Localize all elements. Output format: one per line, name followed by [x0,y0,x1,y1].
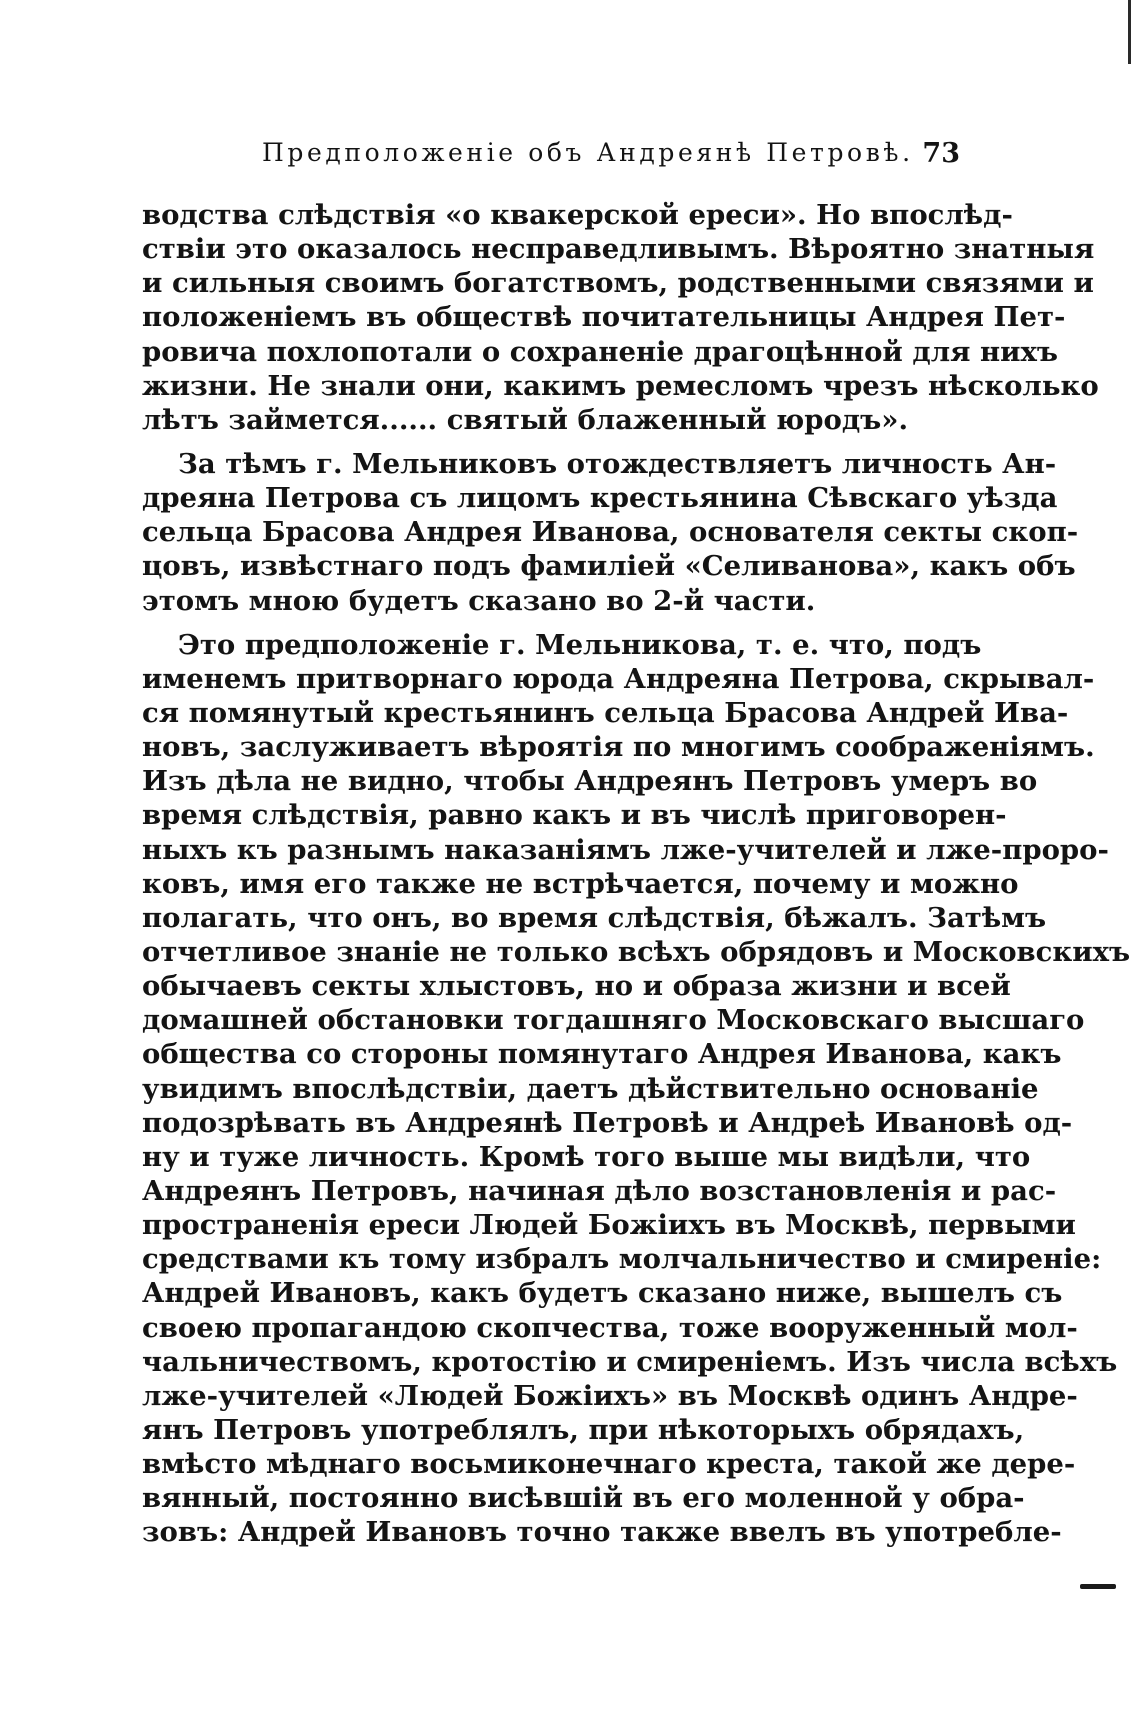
text-line: сельца Брасова Андрея Иванова, основателя секты скоп- [142,516,1079,549]
page-number: 73 [922,138,960,169]
text-line: этомъ мною будетъ сказано во 2-й части. [142,584,816,617]
text-line: Это предположеніе г. Мельникова, т. е. что, подъ [178,628,982,661]
text-line: цовъ, извѣстнаго подъ фамиліей «Селиванова», какъ объ [142,550,1076,583]
text-line: янъ Петровъ употреблялъ, при нѣкоторыхъ обрядахъ, [142,1413,1025,1446]
running-head [262,138,960,174]
paragraph-2 [142,447,1079,618]
text-line: отчетливое знаніе не только всѣхъ обрядовъ и Московскихъ [142,935,1131,968]
text-line: положеніемъ въ обществѣ почитательницы Андрея Пет- [142,301,1066,334]
text-line: Андрей Ивановъ, какъ будетъ сказано ниже, вышелъ съ [142,1277,1063,1310]
text-line: своею пропагандою скопчества, тоже вооруженный мол- [142,1311,1078,1344]
text-line: домашней обстановки тогдашняго Московскаго высшаго [142,1004,1085,1037]
text-line: жизни. Не знали они, какимъ ремесломъ чрезъ нѣсколько [142,369,1099,402]
text-line: ствіи это оказалось несправедливымъ. Вѣроятно знатныя [142,233,1095,266]
text-line: ся помянутый крестьянинъ сельца Брасова Андрей Ива- [142,696,1069,729]
text-line: чальничествомъ, кротостію и смиреніемъ. Изъ числа всѣхъ [142,1345,1118,1378]
text-line: и сильныя своимъ богатствомъ, родственными связями и [142,267,1094,300]
scan-page-edge [1128,0,1131,64]
text-line: именемъ притворнаго юрода Андреяна Петрова, скрывал- [142,662,1095,695]
text-line: лже-учителей «Людей Божіихъ» въ Москвѣ одинъ Андре- [142,1379,1078,1412]
text-line: Андреянъ Петровъ, начиная дѣло возстановленія и рас- [142,1174,1057,1207]
text-line: ровича похлопотали о сохраненіе драгоцѣнной для нихъ [142,335,1059,368]
text-line: полагать, что онъ, во время слѣдствія, бѣжалъ. Затѣмъ [142,901,1047,934]
text-line: дреяна Петрова съ лицомъ крестьянина Сѣвскаго уѣзда [142,482,1058,515]
text-line: ну и туже личность. Кромѣ того выше мы видѣли, что [142,1140,1031,1173]
text-line: За тѣмъ г. Мельниковъ отождествляетъ личность Ан- [178,447,1057,480]
text-line: средствами къ тому избралъ молчальничество и смиреніе: [142,1243,1102,1276]
paragraph-3 [142,628,1131,1550]
text-line: вянный, постоянно висѣвшій въ его моленной у обра- [142,1482,1025,1515]
body-text [142,198,1131,1549]
running-head-title: Предположеніе объ Андреянѣ Петровѣ. [262,138,914,167]
text-line: пространенія ереси Людей Божіихъ въ Москвѣ, первыми [142,1209,1076,1242]
text-line: ковъ, имя его также не встрѣчается, почему и можно [142,867,1019,900]
text-line: подозрѣвать въ Андреянѣ Петровѣ и Андреѣ Ивановѣ од- [142,1106,1073,1139]
text-line: лѣтъ займется...... святый блаженный юродъ». [142,403,909,436]
text-line: увидимъ впослѣдствіи, даетъ дѣйствительно основаніе [142,1072,1039,1105]
paragraph-1 [142,198,1099,437]
text-line: Изъ дѣла не видно, чтобы Андреянъ Петровъ умеръ во [142,765,1038,798]
text-line: новъ, заслуживаетъ вѣроятія по многимъ соображеніямъ. [142,731,1095,764]
text-line: вмѣсто мѣднаго восьмиконечнаго креста, такой же дере- [142,1448,1076,1481]
text-line: время слѣдствія, равно какъ и въ числѣ приговорен- [142,799,1007,832]
text-line: зовъ: Андрей Ивановъ точно также ввелъ въ употребле- [142,1516,1062,1549]
text-line: общества со стороны помянутаго Андрея Иванова, какъ [142,1038,1062,1071]
text-line: водства слѣдствія «о квакерской ереси». Но впослѣд- [142,199,1013,231]
text-line: ныхъ къ разнымъ наказаніямъ лже-учителей и лже-проро- [142,833,1109,866]
text-line: обычаевъ секты хлыстовъ, но и образа жизни и всей [142,970,1011,1003]
scan-mark [1080,1584,1116,1589]
